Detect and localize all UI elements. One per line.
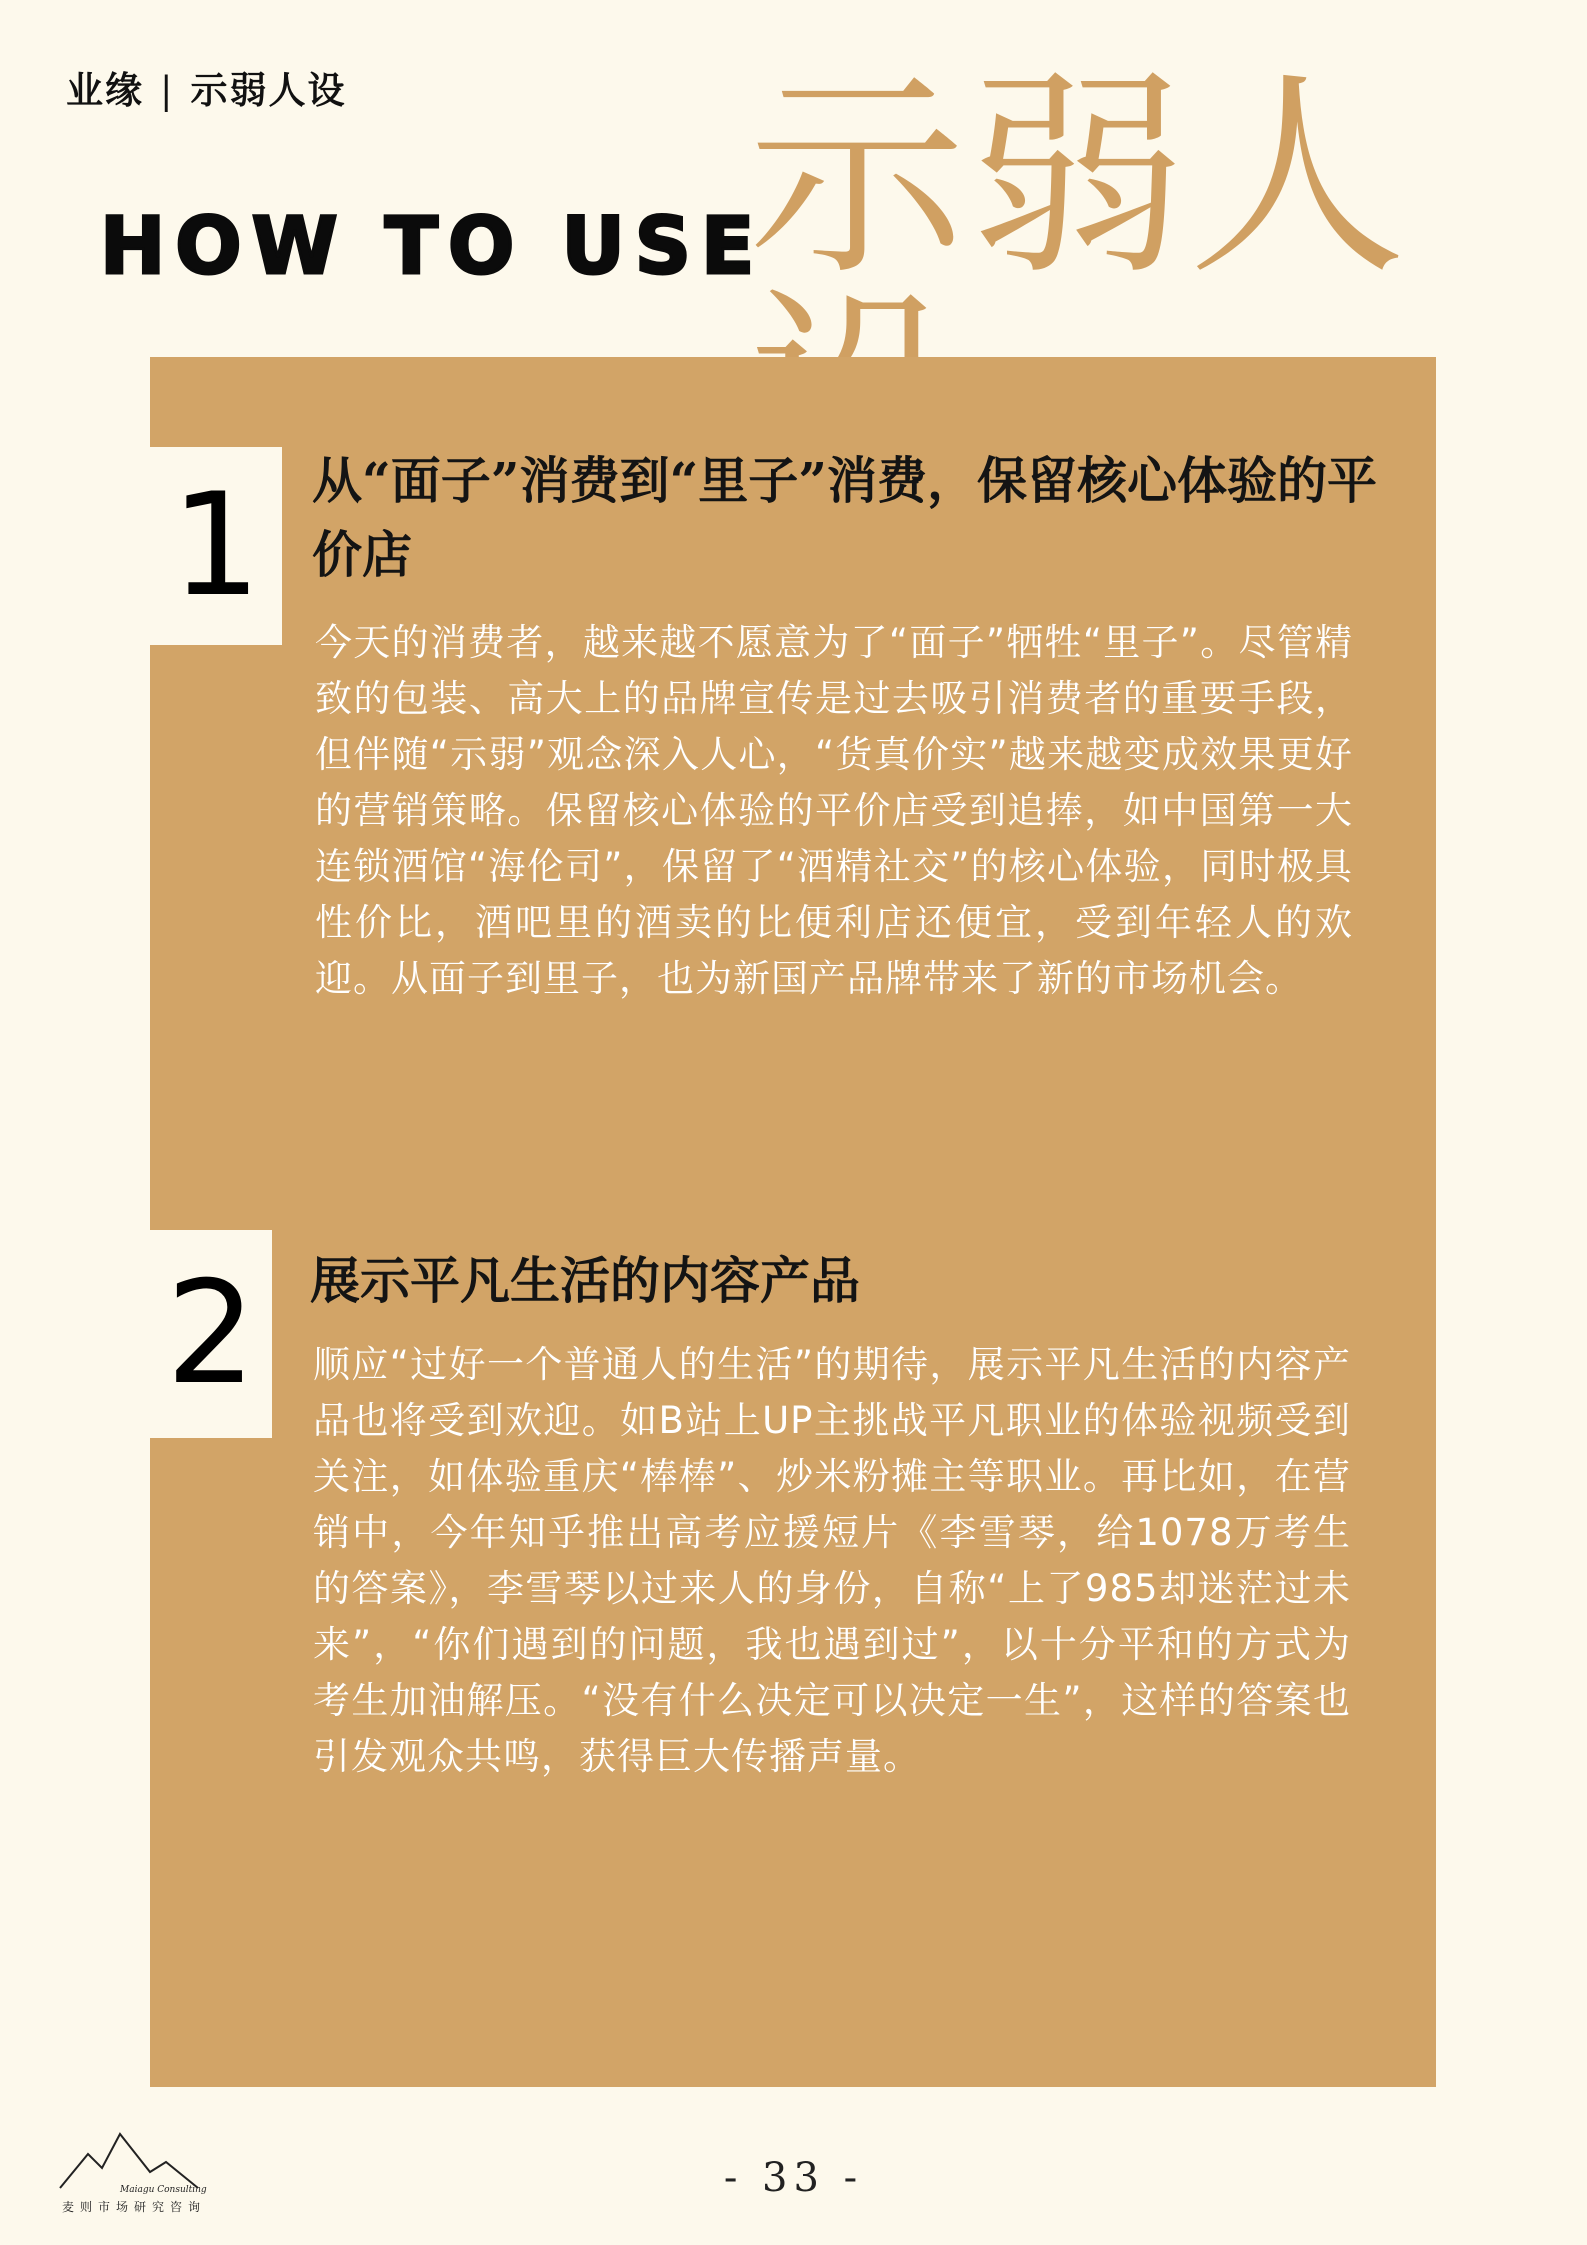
logo-text-cn: 麦则市场研究咨询 <box>62 2200 207 2214</box>
section-number-2: 2 <box>150 1230 272 1438</box>
breadcrumb <box>66 60 346 114</box>
breadcrumb-category: 业缘 <box>66 68 144 112</box>
section-body-1: 今天的消费者，越来越不愿意为了“面子”牺牲“里子”。尽管精致的包装、高大上的品牌宣传是过去吸引消费者的重要手段，但伴随“示弱”观念深入人心，“货真价实”越来越变成效果更好的营销策略。保留核心体验的平价店受到追捧，如中国第一大连锁酒馆“海伦司”，保留了“酒精社交”的核心体验，同时极具性价比，酒吧里的酒卖的比便利店还便宜，受到年轻人的欢迎。从面子到里子，也为新国产品牌带来了新的市场机会。 <box>315 621 1353 1000</box>
logo-text-en: Maiagu Consulting <box>120 2185 207 2195</box>
breadcrumb-separator: | <box>160 69 175 112</box>
page-title: 示弱人 <box>748 52 1408 305</box>
page-number: - 33 - <box>723 2155 864 2201</box>
section-heading-2: 展示平凡生活的内容产品 <box>310 1251 860 1310</box>
section-heading-1: 从“面子”消费到“里子”消费，保留核心体验的平价店 <box>312 451 1378 584</box>
section-number-1: 1 <box>150 447 282 645</box>
breadcrumb-topic: 示弱人设 <box>190 68 347 112</box>
section-body-2: 顺应“过好一个普通人的生活”的期待，展示平凡生活的内容产品也将受到欢迎。如B站上UP主挑战平凡职业的体验视频受到关注，如体验重庆“棒棒”、炒米粉摊主等职业。再比如，在营销中，今年知乎推出高考应援短片《李雪琴，给1078万考生的答案》，李雪琴以过来人的身份，自称“上了985却迷茫过未来”，“你们遇到的问题，我也遇到过”，以十分平和的方式为考生加油解压。“没有什么决定可以决定一生”，这样的答案也引发观众共鸣，获得巨大传播声量。 <box>313 1343 1351 1778</box>
how-to-use-heading: HOW TO USE <box>100 202 765 292</box>
